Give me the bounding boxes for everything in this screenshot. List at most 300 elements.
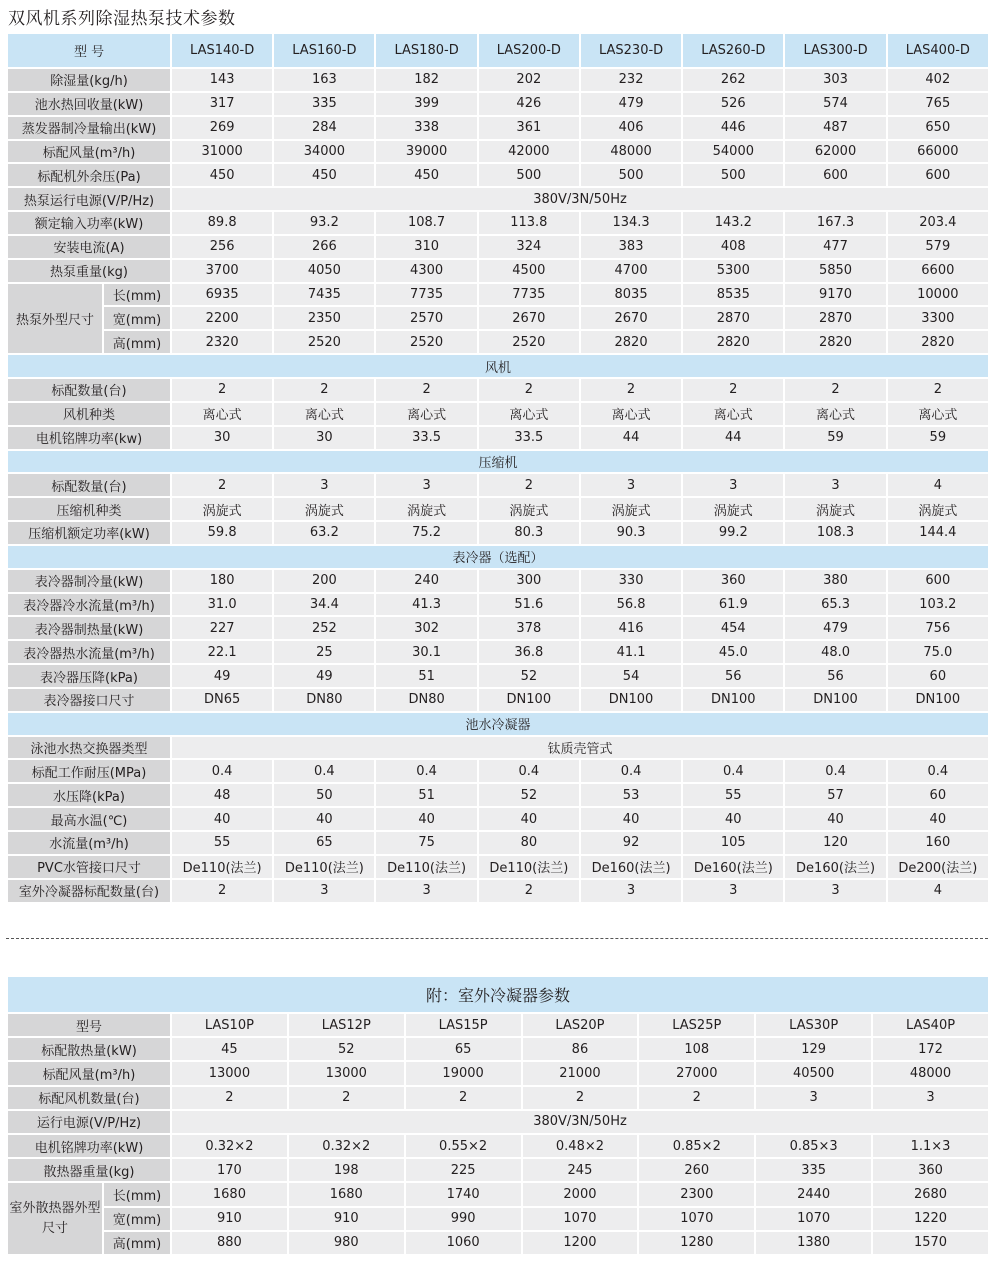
value-cell: 7735	[376, 284, 476, 306]
value-cell: 34000	[274, 141, 374, 163]
value-cell: 22.1	[172, 641, 272, 663]
value-cell: 49	[274, 665, 374, 687]
value-cell: 4050	[274, 260, 374, 282]
table-row	[8, 689, 988, 711]
value-cell: 360	[873, 1159, 988, 1181]
value-cell: 2	[683, 379, 783, 401]
row-label: 标配机外余压(Pa)	[8, 164, 170, 186]
table-row	[8, 212, 988, 234]
model-header: LAS40P	[873, 1014, 988, 1036]
value-cell: 41.1	[581, 641, 681, 663]
value-cell: 756	[888, 617, 988, 639]
table-row	[8, 1232, 988, 1254]
value-cell: 89.8	[172, 212, 272, 234]
value-cell: 离心式	[479, 403, 579, 425]
value-cell: 65.3	[785, 594, 885, 616]
value-cell: 48000	[581, 141, 681, 163]
value-cell: 44	[683, 427, 783, 449]
value-cell: 4700	[581, 260, 681, 282]
table-row	[8, 665, 988, 687]
table-row	[8, 832, 988, 854]
table-row	[8, 808, 988, 830]
value-cell: DN65	[172, 689, 272, 711]
value-cell: DN80	[376, 689, 476, 711]
value-cell: 3	[785, 474, 885, 496]
row-label: 安装电流(A)	[8, 236, 170, 258]
value-cell: 479	[581, 93, 681, 115]
value-cell: 55	[172, 832, 272, 854]
value-cell: 30.1	[376, 641, 476, 663]
value-cell: 3	[376, 474, 476, 496]
value-cell: 54	[581, 665, 681, 687]
value-cell: 454	[683, 617, 783, 639]
value-cell: 0.4	[581, 760, 681, 782]
row-label: 压缩机额定功率(kW)	[8, 522, 170, 544]
value-cell: 54000	[683, 141, 783, 163]
value-cell: 75	[376, 832, 476, 854]
value-cell: 75.0	[888, 641, 988, 663]
model-header: LAS10P	[172, 1014, 287, 1036]
value-cell: 240	[376, 570, 476, 592]
value-cell: 880	[172, 1232, 287, 1254]
dimension-group-label: 室外散热器外型尺寸	[8, 1183, 102, 1254]
value-cell: 44	[581, 427, 681, 449]
table-row	[8, 546, 988, 568]
value-cell: 55	[683, 784, 783, 806]
value-cell: 160	[888, 832, 988, 854]
value-cell: 2	[172, 1087, 287, 1109]
value-cell: 0.4	[785, 760, 885, 782]
table-row	[8, 737, 988, 759]
table-row	[8, 403, 988, 425]
value-cell: 59	[888, 427, 988, 449]
value-cell: 2	[289, 1087, 404, 1109]
value-cell: 479	[785, 617, 885, 639]
row-label: 标配数量(台)	[8, 474, 170, 496]
value-cell: 2520	[479, 331, 579, 353]
value-cell: 262	[683, 69, 783, 91]
table-row	[8, 1087, 988, 1109]
value-cell: 40	[274, 808, 374, 830]
table-row	[8, 1014, 988, 1036]
value-cell: 200	[274, 570, 374, 592]
value-cell: 300	[479, 570, 579, 592]
value-cell: 51.6	[479, 594, 579, 616]
model-header: LAS20P	[523, 1014, 638, 1036]
value-cell: 143.2	[683, 212, 783, 234]
value-cell: 59	[785, 427, 885, 449]
value-cell: 202	[479, 69, 579, 91]
value-cell: 650	[888, 117, 988, 139]
value-cell: 48	[172, 784, 272, 806]
value-cell: 离心式	[274, 403, 374, 425]
table-row	[8, 34, 988, 67]
value-cell: DN100	[479, 689, 579, 711]
value-cell: 1570	[873, 1232, 988, 1254]
value-cell: 涡旋式	[785, 498, 885, 520]
condenser-table	[6, 975, 990, 1256]
value-cell: 0.85×3	[756, 1135, 871, 1157]
value-cell: 2820	[683, 331, 783, 353]
table-row	[8, 1208, 988, 1230]
row-label: 风机种类	[8, 403, 170, 425]
value-cell: De160(法兰)	[581, 856, 681, 878]
value-cell: 52	[479, 784, 579, 806]
value-cell: 266	[274, 236, 374, 258]
value-cell: 离心式	[581, 403, 681, 425]
value-cell: 1380	[756, 1232, 871, 1254]
value-cell: 526	[683, 93, 783, 115]
value-cell: 49	[172, 665, 272, 687]
dimension-group-label: 热泵外型尺寸	[8, 284, 102, 354]
value-cell: De160(法兰)	[785, 856, 885, 878]
value-cell: 56.8	[581, 594, 681, 616]
value-cell: 60	[888, 665, 988, 687]
value-cell: 99.2	[683, 522, 783, 544]
value-cell: 31.0	[172, 594, 272, 616]
table-row	[8, 594, 988, 616]
value-cell: 113.8	[479, 212, 579, 234]
value-cell: DN100	[785, 689, 885, 711]
value-cell: 450	[376, 164, 476, 186]
value-cell: 3	[581, 880, 681, 902]
value-cell: 180	[172, 570, 272, 592]
value-cell: 7435	[274, 284, 374, 306]
model-header: LAS180-D	[376, 34, 476, 67]
row-label: 室外冷凝器标配数量(台)	[8, 880, 170, 902]
value-cell: 30	[274, 427, 374, 449]
value-cell: 108	[639, 1038, 754, 1060]
value-cell: 19000	[406, 1062, 521, 1084]
value-cell: 1060	[406, 1232, 521, 1254]
table-row	[8, 379, 988, 401]
value-cell: DN100	[683, 689, 783, 711]
value-cell: 143	[172, 69, 272, 91]
value-cell: 13000	[172, 1062, 287, 1084]
value-cell: 361	[479, 117, 579, 139]
value-cell: 302	[376, 617, 476, 639]
value-cell: 45	[172, 1038, 287, 1060]
row-label: 热泵运行电源(V/P/Hz)	[8, 188, 170, 210]
value-cell: 378	[479, 617, 579, 639]
value-cell: 284	[274, 117, 374, 139]
value-cell: 2440	[756, 1183, 871, 1205]
row-label: 标配数量(台)	[8, 379, 170, 401]
value-cell: 2520	[274, 331, 374, 353]
value-cell: 172	[873, 1038, 988, 1060]
value-cell: 0.32×2	[172, 1135, 287, 1157]
value-cell: 51	[376, 665, 476, 687]
value-cell: 离心式	[785, 403, 885, 425]
value-cell: 离心式	[888, 403, 988, 425]
table-row	[8, 284, 988, 306]
value-cell: 487	[785, 117, 885, 139]
value-cell: 303	[785, 69, 885, 91]
value-cell: 75.2	[376, 522, 476, 544]
value-cell: 120	[785, 832, 885, 854]
table-row	[8, 522, 988, 544]
value-cell: 2	[479, 474, 579, 496]
section-title: 表冷器（选配）	[8, 546, 988, 568]
value-cell: 离心式	[376, 403, 476, 425]
value-cell: 41.3	[376, 594, 476, 616]
value-cell: 2	[639, 1087, 754, 1109]
value-cell: 579	[888, 236, 988, 258]
value-cell: 1740	[406, 1183, 521, 1205]
value-cell: 80	[479, 832, 579, 854]
model-header: LAS30P	[756, 1014, 871, 1036]
value-cell: 45.0	[683, 641, 783, 663]
value-cell: 260	[639, 1159, 754, 1181]
value-cell: 2520	[376, 331, 476, 353]
value-cell: 310	[376, 236, 476, 258]
value-cell: 56	[683, 665, 783, 687]
dimension-label: 长(mm)	[104, 284, 170, 306]
value-cell: 4500	[479, 260, 579, 282]
row-label: 表冷器冷水流量(m³/h)	[8, 594, 170, 616]
value-cell: 40500	[756, 1062, 871, 1084]
value-cell: 2820	[581, 331, 681, 353]
dimension-label: 宽(mm)	[104, 1208, 170, 1230]
value-cell: 167.3	[785, 212, 885, 234]
model-header: LAS12P	[289, 1014, 404, 1036]
value-cell: 2670	[479, 307, 579, 329]
value-cell: 离心式	[172, 403, 272, 425]
value-cell: 2000	[523, 1183, 638, 1205]
model-header-label: 型 号	[8, 34, 170, 67]
table-row	[8, 880, 988, 902]
value-cell: 7735	[479, 284, 579, 306]
value-cell: De200(法兰)	[888, 856, 988, 878]
value-cell: 2	[888, 379, 988, 401]
value-cell: 90.3	[581, 522, 681, 544]
value-cell: 40	[479, 808, 579, 830]
value-cell: 2200	[172, 307, 272, 329]
model-header: LAS160-D	[274, 34, 374, 67]
dimension-label: 高(mm)	[104, 1232, 170, 1254]
value-cell: 52	[479, 665, 579, 687]
table-row	[8, 856, 988, 878]
value-cell: 103.2	[888, 594, 988, 616]
value-cell: 3	[873, 1087, 988, 1109]
value-cell: 0.48×2	[523, 1135, 638, 1157]
value-cell: DN100	[888, 689, 988, 711]
value-cell: 408	[683, 236, 783, 258]
value-cell: 40	[581, 808, 681, 830]
spanned-value: 钛质壳管式	[172, 737, 988, 759]
value-cell: De110(法兰)	[274, 856, 374, 878]
value-cell: 446	[683, 117, 783, 139]
dimension-label: 宽(mm)	[104, 307, 170, 329]
model-header: LAS25P	[639, 1014, 754, 1036]
value-cell: 59.8	[172, 522, 272, 544]
row-label: 散热器重量(kg)	[8, 1159, 170, 1181]
value-cell: 3	[683, 474, 783, 496]
value-cell: 129	[756, 1038, 871, 1060]
value-cell: 1680	[172, 1183, 287, 1205]
value-cell: 2	[274, 379, 374, 401]
value-cell: 225	[406, 1159, 521, 1181]
row-label: 标配风量(m³/h)	[8, 1062, 170, 1084]
value-cell: 2870	[785, 307, 885, 329]
table-row	[8, 355, 988, 377]
value-cell: 252	[274, 617, 374, 639]
value-cell: 477	[785, 236, 885, 258]
value-cell: 360	[683, 570, 783, 592]
row-label: 电机铭牌功率(kw)	[8, 427, 170, 449]
value-cell: 2570	[376, 307, 476, 329]
value-cell: 402	[888, 69, 988, 91]
value-cell: 8035	[581, 284, 681, 306]
value-cell: 1200	[523, 1232, 638, 1254]
value-cell: 40	[683, 808, 783, 830]
value-cell: 61.9	[683, 594, 783, 616]
table-row	[8, 1062, 988, 1084]
table-row	[8, 713, 988, 735]
row-label: 标配风量(m³/h)	[8, 141, 170, 163]
row-label: 表冷器制冷量(kW)	[8, 570, 170, 592]
value-cell: 416	[581, 617, 681, 639]
value-cell: 34.4	[274, 594, 374, 616]
spanned-value: 380V/3N/50Hz	[172, 1111, 988, 1133]
value-cell: 2670	[581, 307, 681, 329]
section-divider	[6, 938, 988, 939]
value-cell: 134.3	[581, 212, 681, 234]
table-row	[8, 164, 988, 186]
value-cell: 383	[581, 236, 681, 258]
value-cell: 4	[888, 474, 988, 496]
value-cell: 0.32×2	[289, 1135, 404, 1157]
model-header: LAS15P	[406, 1014, 521, 1036]
row-label: 额定输入功率(kW)	[8, 212, 170, 234]
value-cell: 65	[274, 832, 374, 854]
model-header-label: 型号	[8, 1014, 170, 1036]
condenser-title: 附：室外冷凝器参数	[8, 977, 988, 1012]
value-cell: 30	[172, 427, 272, 449]
value-cell: 40	[888, 808, 988, 830]
table-row	[8, 760, 988, 782]
value-cell: 380	[785, 570, 885, 592]
value-cell: 48.0	[785, 641, 885, 663]
page-title: 双风机系列除湿热泵技术参数	[8, 9, 236, 29]
value-cell: 450	[274, 164, 374, 186]
value-cell: 40	[785, 808, 885, 830]
value-cell: 2870	[683, 307, 783, 329]
value-cell: 40	[376, 808, 476, 830]
value-cell: 21000	[523, 1062, 638, 1084]
table-row	[8, 141, 988, 163]
value-cell: 86	[523, 1038, 638, 1060]
value-cell: 765	[888, 93, 988, 115]
value-cell: 27000	[639, 1062, 754, 1084]
section-title: 压缩机	[8, 451, 988, 473]
value-cell: De110(法兰)	[172, 856, 272, 878]
value-cell: 0.4	[888, 760, 988, 782]
row-label: 表冷器制热量(kW)	[8, 617, 170, 639]
table-row	[8, 1159, 988, 1181]
value-cell: 2320	[172, 331, 272, 353]
row-label: 最高水温(℃)	[8, 808, 170, 830]
value-cell: 335	[756, 1159, 871, 1181]
value-cell: 163	[274, 69, 374, 91]
value-cell: 51	[376, 784, 476, 806]
table-row	[8, 498, 988, 520]
row-label: 池水热回收量(kW)	[8, 93, 170, 115]
table-row	[8, 474, 988, 496]
row-label: 表冷器压降(kPa)	[8, 665, 170, 687]
value-cell: 324	[479, 236, 579, 258]
value-cell: 910	[289, 1208, 404, 1230]
value-cell: 198	[289, 1159, 404, 1181]
value-cell: 2	[172, 379, 272, 401]
value-cell: 910	[172, 1208, 287, 1230]
value-cell: De110(法兰)	[376, 856, 476, 878]
value-cell: 2	[581, 379, 681, 401]
value-cell: 2	[523, 1087, 638, 1109]
spec-table	[6, 32, 990, 904]
value-cell: 2350	[274, 307, 374, 329]
value-cell: 980	[289, 1232, 404, 1254]
value-cell: 108.7	[376, 212, 476, 234]
value-cell: 170	[172, 1159, 287, 1181]
row-label: 水流量(m³/h)	[8, 832, 170, 854]
table-row	[8, 93, 988, 115]
value-cell: 48000	[873, 1062, 988, 1084]
table-row	[8, 188, 988, 210]
row-label: 标配工作耐压(MPa)	[8, 760, 170, 782]
row-label: 蒸发器制冷量输出(kW)	[8, 117, 170, 139]
value-cell: 92	[581, 832, 681, 854]
value-cell: 600	[785, 164, 885, 186]
value-cell: 574	[785, 93, 885, 115]
value-cell: De110(法兰)	[479, 856, 579, 878]
value-cell: 203.4	[888, 212, 988, 234]
table-row	[8, 331, 988, 353]
value-cell: 5850	[785, 260, 885, 282]
value-cell: 65	[406, 1038, 521, 1060]
table-row	[8, 1135, 988, 1157]
value-cell: 330	[581, 570, 681, 592]
value-cell: 40	[172, 808, 272, 830]
value-cell: 8535	[683, 284, 783, 306]
value-cell: 离心式	[683, 403, 783, 425]
value-cell: 2	[479, 379, 579, 401]
value-cell: 57	[785, 784, 885, 806]
dimension-label: 长(mm)	[104, 1183, 170, 1205]
value-cell: 3	[785, 880, 885, 902]
value-cell: 涡旋式	[274, 498, 374, 520]
value-cell: 1680	[289, 1183, 404, 1205]
row-label: 电机铭牌功率(kW)	[8, 1135, 170, 1157]
model-header: LAS300-D	[785, 34, 885, 67]
row-label: 标配散热量(kW)	[8, 1038, 170, 1060]
value-cell: 6935	[172, 284, 272, 306]
value-cell: 60	[888, 784, 988, 806]
value-cell: De160(法兰)	[683, 856, 783, 878]
value-cell: 1.1×3	[873, 1135, 988, 1157]
value-cell: 1220	[873, 1208, 988, 1230]
table-row	[8, 1038, 988, 1060]
value-cell: DN100	[581, 689, 681, 711]
value-cell: 25	[274, 641, 374, 663]
model-header: LAS200-D	[479, 34, 579, 67]
value-cell: 涡旋式	[172, 498, 272, 520]
section-title: 风机	[8, 355, 988, 377]
table-row	[8, 641, 988, 663]
value-cell: 2680	[873, 1183, 988, 1205]
value-cell: 涡旋式	[479, 498, 579, 520]
value-cell: 0.4	[172, 760, 272, 782]
